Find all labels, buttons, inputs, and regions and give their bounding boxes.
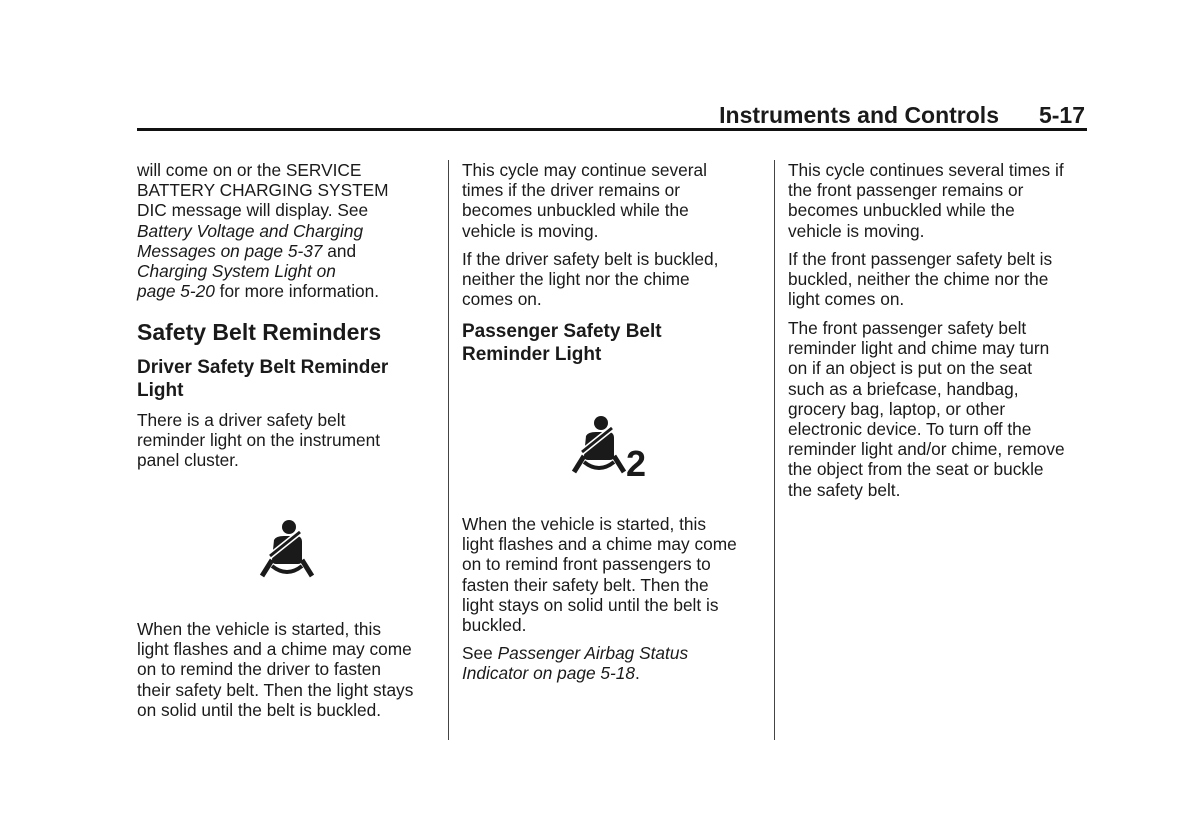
subsection-heading [462, 321, 767, 366]
section-title: Instruments and Controls [719, 102, 999, 128]
column-3-paragraph-3 [788, 318, 1093, 500]
cross-reference: page 5-20 [137, 281, 215, 302]
text-line: their safety belt. Then the light stays [137, 679, 414, 700]
text-line: BATTERY CHARGING SYSTEM [137, 180, 389, 201]
text-line: on solid until the belt is buckled. [137, 699, 382, 720]
text-line: comes on. [462, 289, 542, 310]
header-rule [137, 128, 1087, 131]
text-line: grocery bag, laptop, or other [788, 398, 1006, 419]
text-line: This cycle continues several times if [788, 160, 1064, 180]
heading-line: Driver Safety Belt Reminder [137, 357, 389, 378]
page-number: 5-17 [1038, 102, 1085, 128]
column-1-paragraph-3 [137, 619, 442, 720]
column-divider-1 [448, 160, 449, 740]
text-line: the front passenger remains or [788, 180, 1024, 201]
text-line: electronic device. To turn off the [788, 419, 1032, 440]
text-line: light flashes and a chime may come [137, 639, 412, 660]
column-2-paragraph-1 [462, 160, 767, 241]
heading-line: Reminder Light [462, 343, 602, 365]
passenger-seatbelt-reminder-icon [572, 412, 654, 480]
text-line: such as a briefcase, handbag, [788, 378, 1019, 399]
text-line: If the driver safety belt is buckled, [462, 249, 719, 269]
text-line: buckled. [462, 615, 527, 636]
column-2-paragraph-4 [462, 643, 767, 683]
cross-reference: Charging System Light on [137, 261, 336, 282]
section-heading: Safety Belt Reminders [137, 319, 382, 345]
cross-reference: Messages on page 5-37 [137, 240, 323, 261]
text-line: panel cluster. [137, 450, 239, 471]
column-divider-2 [774, 160, 775, 740]
text-line: will come on or the SERVICE [137, 160, 362, 180]
column-1-paragraph-2 [137, 410, 437, 471]
passenger-icon-digit: 2 [626, 443, 647, 480]
column-3-paragraph-2 [788, 249, 1093, 310]
text-line: The front passenger safety belt [788, 318, 1027, 338]
text-line: buckled, neither the chime nor the [788, 269, 1049, 290]
text-line: If the front passenger safety belt is [788, 249, 1053, 269]
cross-reference: Battery Voltage and Charging [137, 220, 364, 241]
text-line: vehicle is moving. [462, 220, 599, 241]
text-line [462, 643, 767, 663]
column-3-paragraph-1 [788, 160, 1093, 241]
cross-reference: Passenger Airbag Status [497, 643, 689, 663]
text-line: There is a driver safety belt [137, 410, 346, 430]
text-line: light comes on. [788, 289, 905, 310]
text-line: becomes unbuckled while the [462, 200, 689, 221]
text-line: the object from the seat or buckle [788, 459, 1044, 480]
column-2-paragraph-3 [462, 514, 767, 635]
text-fragment: for more information. [214, 281, 380, 302]
column-1-paragraph-1 [137, 160, 437, 301]
heading-line: Light [137, 379, 184, 401]
cross-reference: Indicator on page 5-18 [462, 663, 635, 684]
text-line [137, 281, 437, 301]
text-line: light flashes and a chime may come [462, 534, 737, 555]
text-line: reminder light on the instrument [137, 430, 381, 451]
text-fragment: and [322, 240, 357, 261]
text-line: the safety belt. [788, 479, 901, 500]
text-line: When the vehicle is started, this [462, 514, 706, 534]
text-line: fasten their safety belt. Then the [462, 574, 709, 595]
subsection-heading [137, 357, 437, 402]
text-line: neither the light nor the chime [462, 269, 690, 290]
text-line: becomes unbuckled while the [788, 200, 1015, 221]
text-fragment: See [462, 643, 498, 663]
text-line: on if an object is put on the seat [788, 358, 1033, 379]
column-2-paragraph-2 [462, 249, 767, 310]
text-line: This cycle may continue several [462, 160, 707, 180]
text-line: DIC message will display. See [137, 200, 369, 221]
text-line: light stays on solid until the belt is [462, 594, 719, 615]
text-line: on to remind the driver to fasten [137, 659, 381, 680]
text-line [137, 241, 437, 261]
text-line: reminder light and/or chime, remove [788, 439, 1065, 460]
text-line [462, 663, 767, 683]
text-fragment: . [634, 663, 640, 684]
driver-seatbelt-reminder-icon [256, 516, 318, 584]
text-line: on to remind front passengers to [462, 554, 711, 575]
text-line: vehicle is moving. [788, 220, 925, 241]
text-line: When the vehicle is started, this [137, 619, 381, 639]
text-line: times if the driver remains or [462, 180, 680, 201]
text-line: reminder light and chime may turn [788, 338, 1050, 359]
page-header [137, 100, 1087, 130]
heading-line: Passenger Safety Belt [462, 321, 662, 342]
